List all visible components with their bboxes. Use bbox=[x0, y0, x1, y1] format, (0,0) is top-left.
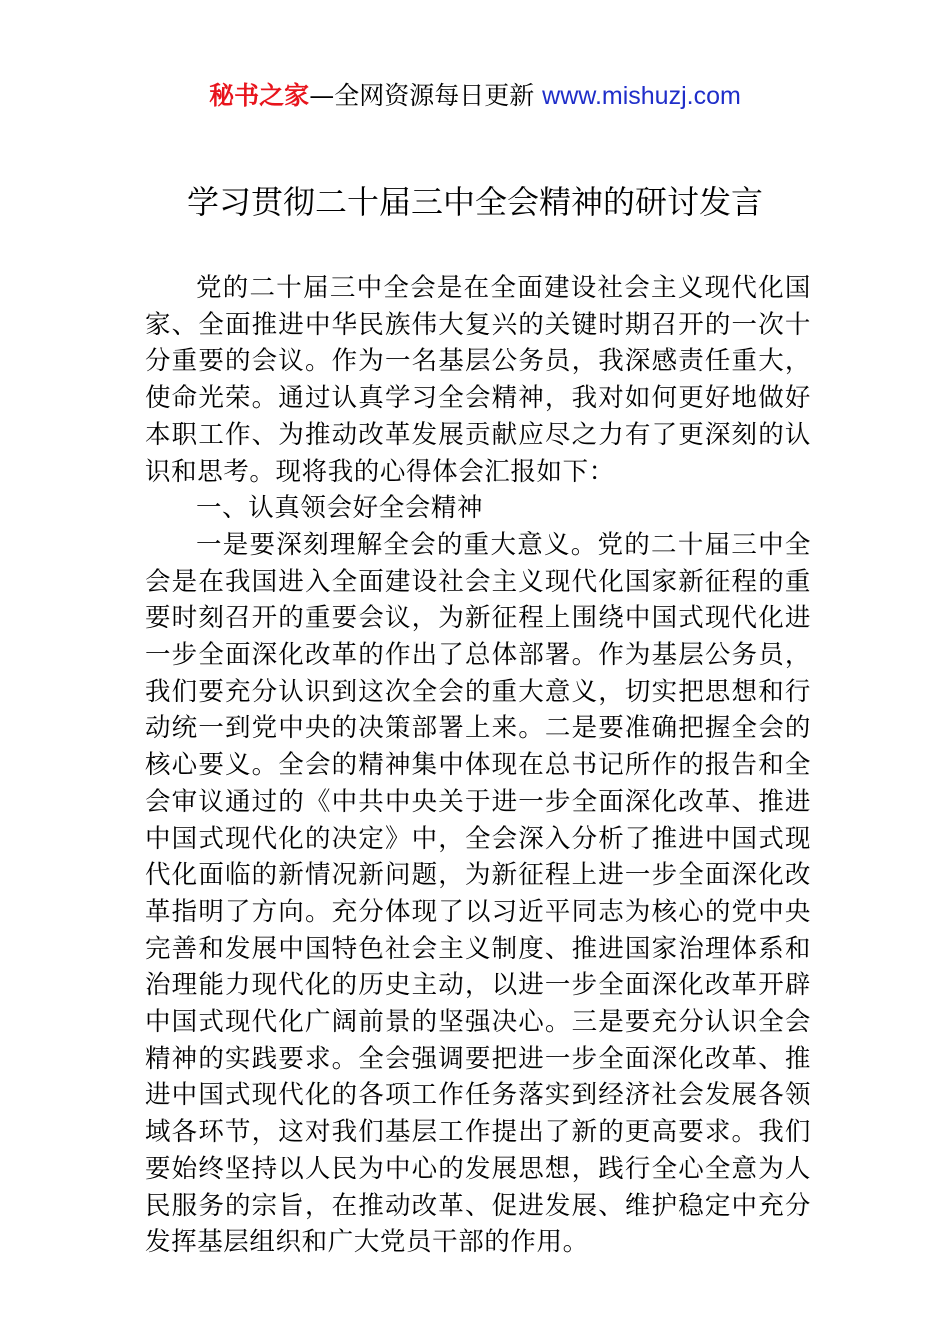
body-paragraph: 一是要深刻理解全会的重大意义。党的二十届三中全会是在我国进入全面建设社会主义现代化国家新征程的重要时刻召开的重要会议，为新征程上围绕中国式现代化进一步全面深化改革的作出了总体部署。作为基层公务员，我们要充分认识到这次全会的重大意义，切实把思想和行动统一到党中央的决策部署上来。二是要准确把握全会的核心要义。全会的精神集中体现在总书记所作的报告和全会审议通过的《中共中央关于进一步全面深化改革、推进中国式现代化的决定》中，全会深入分析了推进中国式现代化面临的新情况新问题，为新征程上进一步全面深化改革指明了方向。充分体现了以习近平同志为核心的党中央完善和发展中国特色社会主义制度、推进国家治理体系和治理能力现代化的历史主动，以进一步全面深化改革开辟中国式现代化广阔前景的坚强决心。三是要充分认识全会精神的实践要求。全会强调要把进一步全面深化改革、推进中国式现代化的各项工作任务落实到经济社会发展各领域各环节，这对我们基层工作提出了新的更高要求。我们要始终坚持以人民为中心的发展思想，践行全心全意为人民服务的宗旨，在推动改革、促进发展、维护稳定中充分发挥基层组织和广大党员干部的作用。 bbox=[145, 529, 811, 1258]
site-tagline: —全网资源每日更新 bbox=[309, 81, 535, 110]
intro-paragraph: 党的二十届三中全会是在全面建设社会主义现代化国家、全面推进中华民族伟大复兴的关键时期召开的一次十分重要的会议。作为一名基层公务员，我深感责任重大，使命光荣。通过认真学习全会精神，我对如何更好地做好本职工作、为推动改革发展贡献应尽之力有了更深刻的认识和思考。现将我的心得体会汇报如下： bbox=[145, 273, 811, 487]
document-body bbox=[145, 270, 811, 1261]
section-heading: 一、认真领会好全会精神 bbox=[196, 493, 484, 524]
site-brand: 秘书之家 bbox=[209, 81, 310, 110]
document-title: 学习贯彻二十届三中全会精神的研讨发言 bbox=[186, 183, 763, 221]
site-header bbox=[0, 80, 950, 112]
site-url-link[interactable]: www.mishuzj.com bbox=[542, 82, 741, 110]
